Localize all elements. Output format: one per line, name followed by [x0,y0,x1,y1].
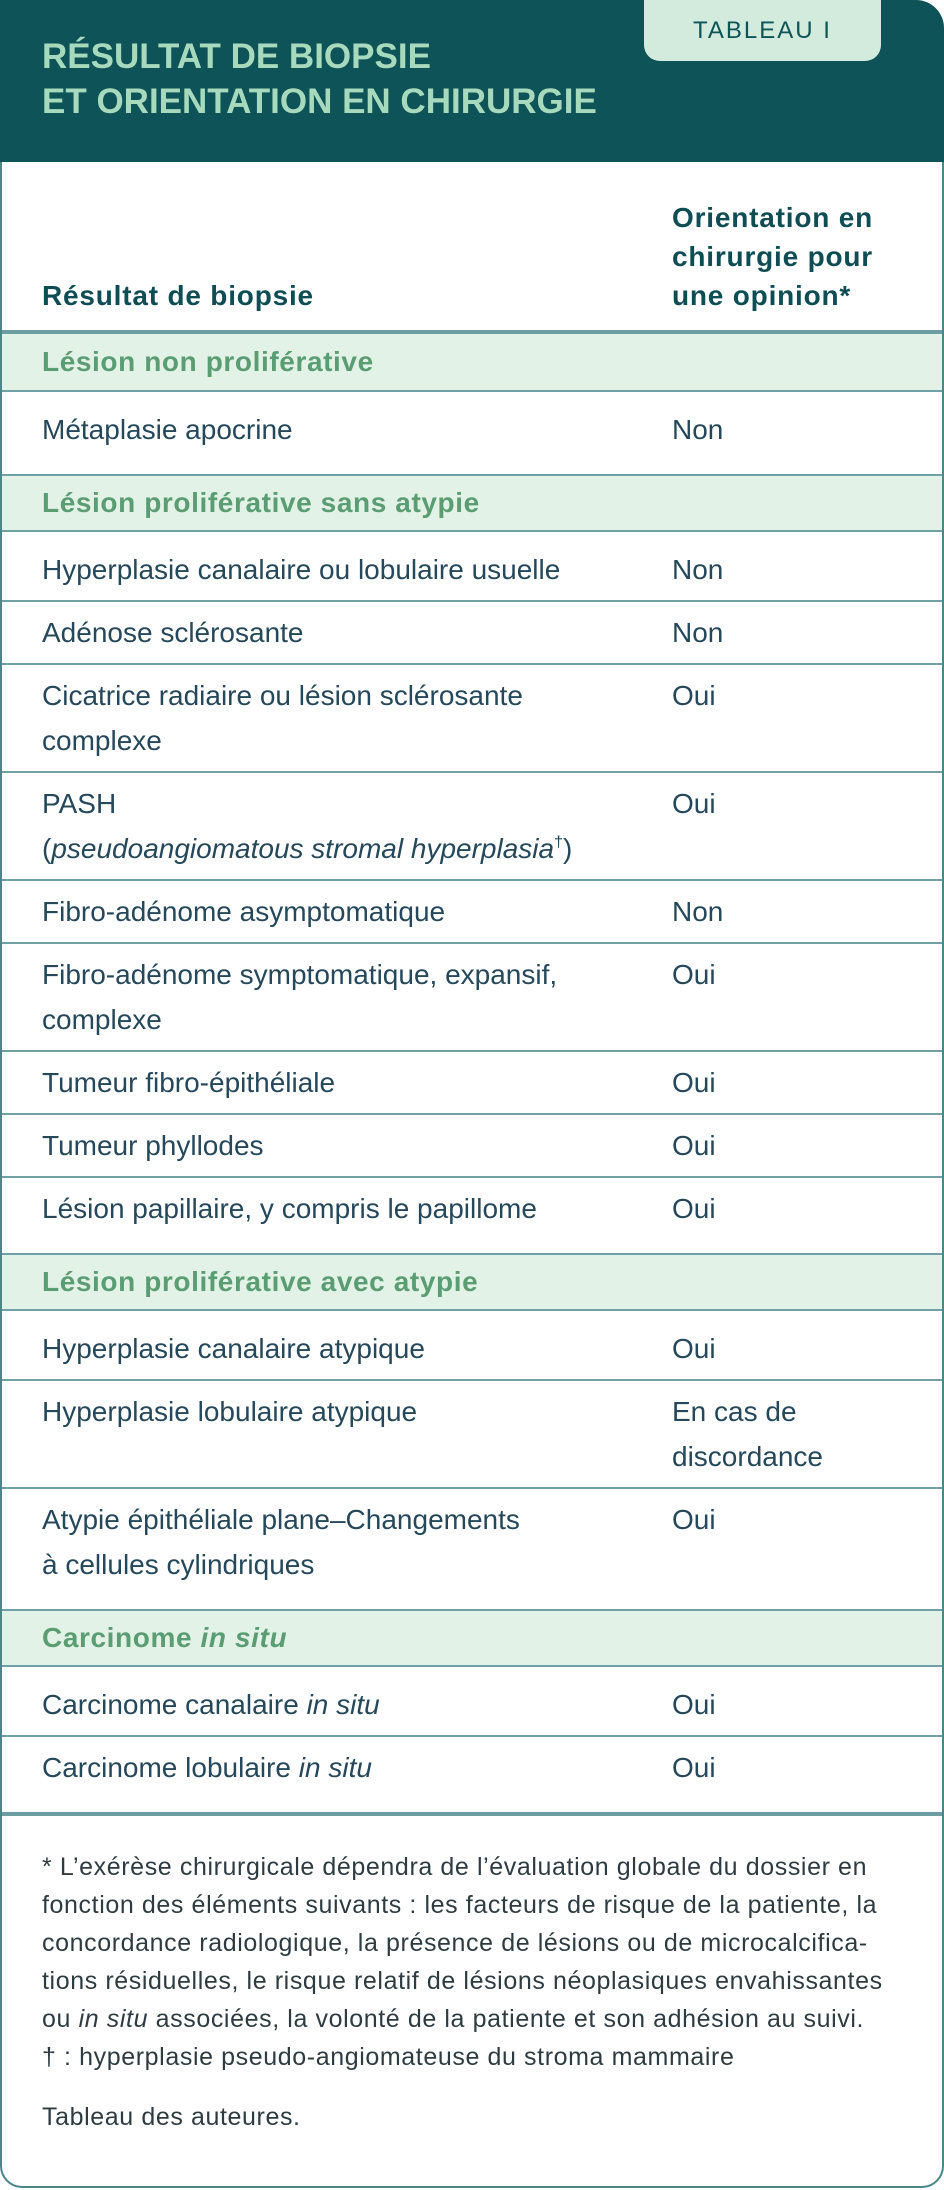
table-row [2,600,942,663]
column-header-orientation-text: une opinion* [672,280,852,311]
footnote [2,1812,942,2136]
footnote-text: associées, la volonté de la patiente et son adhésion au suivi. [155,2005,865,2033]
result-text: complexe [42,725,162,756]
table-row [2,1379,942,1487]
footnote-line: tions résiduelles, le risque relatif de lésions néoplasiques envahissantes [42,1967,883,1995]
orientation-cell [672,673,942,763]
result-cell [2,781,672,871]
result-note [42,826,672,871]
orientation-text: Oui [672,1333,716,1364]
table-row [2,1113,942,1176]
orientation-text: Non [672,414,724,445]
orientation-cell [672,610,942,655]
orientation-cell [672,1745,942,1790]
table-row [2,1176,942,1253]
result-text: Adénose sclérosante [42,617,304,648]
footnote-line: concordance radiologique, la présence de lésions ou de microcalcifica- [42,1929,868,1957]
result-text: à cellules cylindriques [42,1549,315,1580]
footnote-line: fonction des éléments suivants : les facteurs de risque de la patiente, la [42,1891,878,1919]
section-header: Lésion proliférative sans atypie [2,474,942,530]
orientation-cell [672,1326,942,1371]
result-cell [2,547,672,592]
column-header-orientation-text: Orientation en [672,202,873,233]
result-cell [2,1745,672,1790]
orientation-text: Non [672,617,724,648]
footnote-text-italic: in situ [78,2005,149,2033]
result-line [42,1745,672,1790]
result-text-italic: in situ [298,1752,372,1783]
table-row [2,1735,942,1812]
column-header-row [2,162,942,334]
section-title-italic: in situ [200,1622,288,1653]
result-line [42,1682,672,1727]
result-cell [2,889,672,934]
result-text: Hyperplasie canalaire ou lobulaire usuelle [42,554,561,585]
section-header: Lésion non proliférative [2,334,942,390]
orientation-cell [672,547,942,592]
orientation-cell [672,1682,942,1727]
table-row [2,1487,942,1609]
orientation-cell [672,952,942,1042]
footnote-line: * L’exérèse chirurgicale dépendra de l’évaluation globale du dossier en [42,1853,868,1881]
result-text: Métaplasie apocrine [42,414,293,445]
table-row [2,663,942,771]
result-text: Fibro-adénome symptomatique, expansif, [42,959,558,990]
dagger-mark: † [554,834,563,851]
section-header: Lésion proliférative avec atypie [2,1253,942,1309]
table-row [2,530,942,600]
result-text: Carcinome lobulaire [42,1752,292,1783]
result-text: Hyperplasie lobulaire atypique [42,1396,418,1427]
table-header [0,0,944,162]
orientation-text: En cas de [672,1396,797,1427]
orientation-text: Oui [672,1689,716,1720]
result-text: Hyperplasie canalaire atypique [42,1333,425,1364]
table-row [2,1309,942,1379]
result-text: PASH [42,788,117,819]
result-cell [2,1326,672,1371]
orientation-text: Oui [672,680,716,711]
result-text: Fibro-adénome asymptomatique [42,896,446,927]
orientation-cell [672,1389,942,1479]
result-text: Cicatrice radiaire ou lésion sclérosante [42,680,523,711]
table-title-line: ET ORIENTATION EN CHIRURGIE [42,82,597,121]
orientation-text: Oui [672,1193,716,1224]
result-text: Atypie épithéliale plane–Changements [42,1504,520,1535]
result-cell [2,1389,672,1479]
result-cell [2,1123,672,1168]
orientation-cell [672,1123,942,1168]
note-close-paren: ) [562,833,573,864]
table-body [0,162,944,2188]
orientation-text: Oui [672,1067,716,1098]
result-cell [2,1060,672,1105]
table-title [42,34,597,124]
section-title-text: Carcinome [42,1622,193,1653]
column-header-result-text: Résultat de biopsie [42,280,314,311]
result-cell [2,673,672,763]
result-cell [2,952,672,1042]
orientation-cell [672,781,942,871]
orientation-text: Oui [672,788,716,819]
result-cell [2,610,672,655]
section-header [2,1609,942,1665]
table-number-tab: TABLEAU I [644,0,881,61]
table-row [2,771,942,879]
orientation-text: Non [672,554,724,585]
result-cell [2,1682,672,1727]
table-source: Tableau des auteures. [42,2103,301,2131]
column-header-orientation [672,198,942,315]
note-open-paren: ( [42,833,52,864]
table-row [2,879,942,942]
result-text: Tumeur fibro-épithéliale [42,1067,336,1098]
result-text: Lésion papillaire, y compris le papillome [42,1193,537,1224]
orientation-text: Oui [672,1130,716,1161]
orientation-text: discordance [672,1441,823,1472]
table-row [2,1050,942,1113]
orientation-text: Non [672,896,724,927]
result-text-italic: pseudoangiomatous stromal hyperplasia [51,833,555,864]
column-header-result [2,276,672,315]
result-text: Carcinome canalaire [42,1689,299,1720]
orientation-cell [672,1186,942,1231]
footnote-text: ou [42,2005,72,2033]
orientation-cell [672,407,942,452]
orientation-cell [672,1497,942,1587]
result-text: complexe [42,1004,162,1035]
orientation-text: Oui [672,1752,716,1783]
footnote-dagger-note: † : hyperplasie pseudo-angiomateuse du stroma mammaire [42,2043,735,2071]
orientation-cell [672,1060,942,1105]
footnote-line [42,2000,942,2038]
result-text: Tumeur phyllodes [42,1130,264,1161]
orientation-text: Oui [672,959,716,990]
table-row [2,1665,942,1735]
result-text-italic: in situ [306,1689,380,1720]
table-row [2,390,942,474]
table-title-line: RÉSULTAT DE BIOPSIE [42,37,431,76]
orientation-cell [672,889,942,934]
column-header-orientation-text: chirurgie pour [672,241,873,272]
orientation-text: Oui [672,1504,716,1535]
result-cell [2,1186,672,1231]
table-row [2,942,942,1050]
result-cell [2,407,672,452]
result-cell [2,1497,672,1587]
